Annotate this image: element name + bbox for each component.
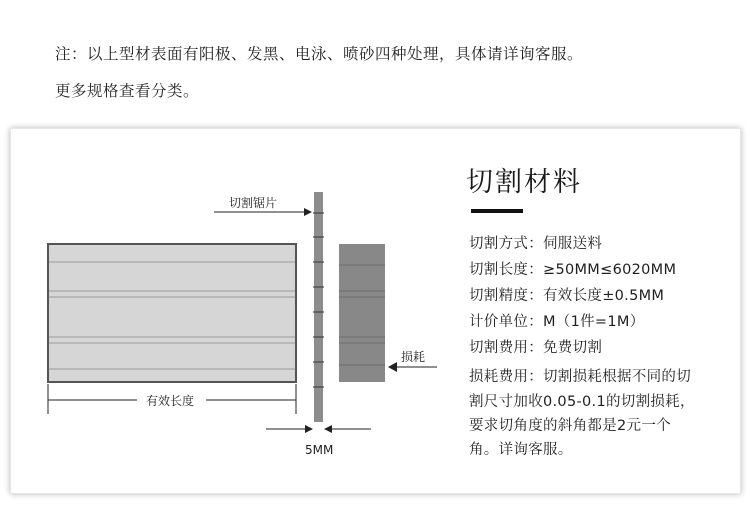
spec-cutting-precision: 切割精度：有效长度±0.5MM [469, 288, 665, 304]
offcut-piece [339, 244, 385, 382]
blade-width-dimension [266, 425, 371, 433]
blade-width-label: 5MM [305, 443, 334, 457]
saw-blade-label: 切割锯片 [229, 196, 278, 210]
loss-note-line: 损耗费用：切割损耗根据不同的切 [469, 369, 691, 385]
loss-label: 损耗 [401, 350, 426, 364]
spec-pricing-unit: 计价单位：M（1件=1M） [469, 314, 645, 330]
notice-line-1: 注：以上型材表面有阳极、发黑、电泳、喷砂四种处理，具体请详询客服。 [55, 45, 584, 63]
info-title: 切割材料 [466, 167, 582, 198]
notice-line-2: 更多规格查看分类。 [55, 82, 200, 100]
loss-note-line: 要求切角度的斜角都是2元一个 [469, 418, 671, 434]
title-underline [471, 209, 523, 213]
aluminum-profile [48, 244, 296, 382]
loss-note-line: 割尺寸加收0.05-0.1的切割损耗， [469, 394, 695, 410]
spec-cutting-fee: 切割费用：免费切割 [469, 340, 603, 356]
loss-note-line: 角。详询客服。 [469, 442, 573, 458]
saw-blade [313, 192, 324, 422]
effective-length-label: 有效长度 [146, 394, 195, 408]
spec-cutting-method: 切割方式：伺服送料 [469, 236, 603, 252]
spec-cutting-length: 切割长度：≥50MM≤6020MM [469, 262, 677, 278]
